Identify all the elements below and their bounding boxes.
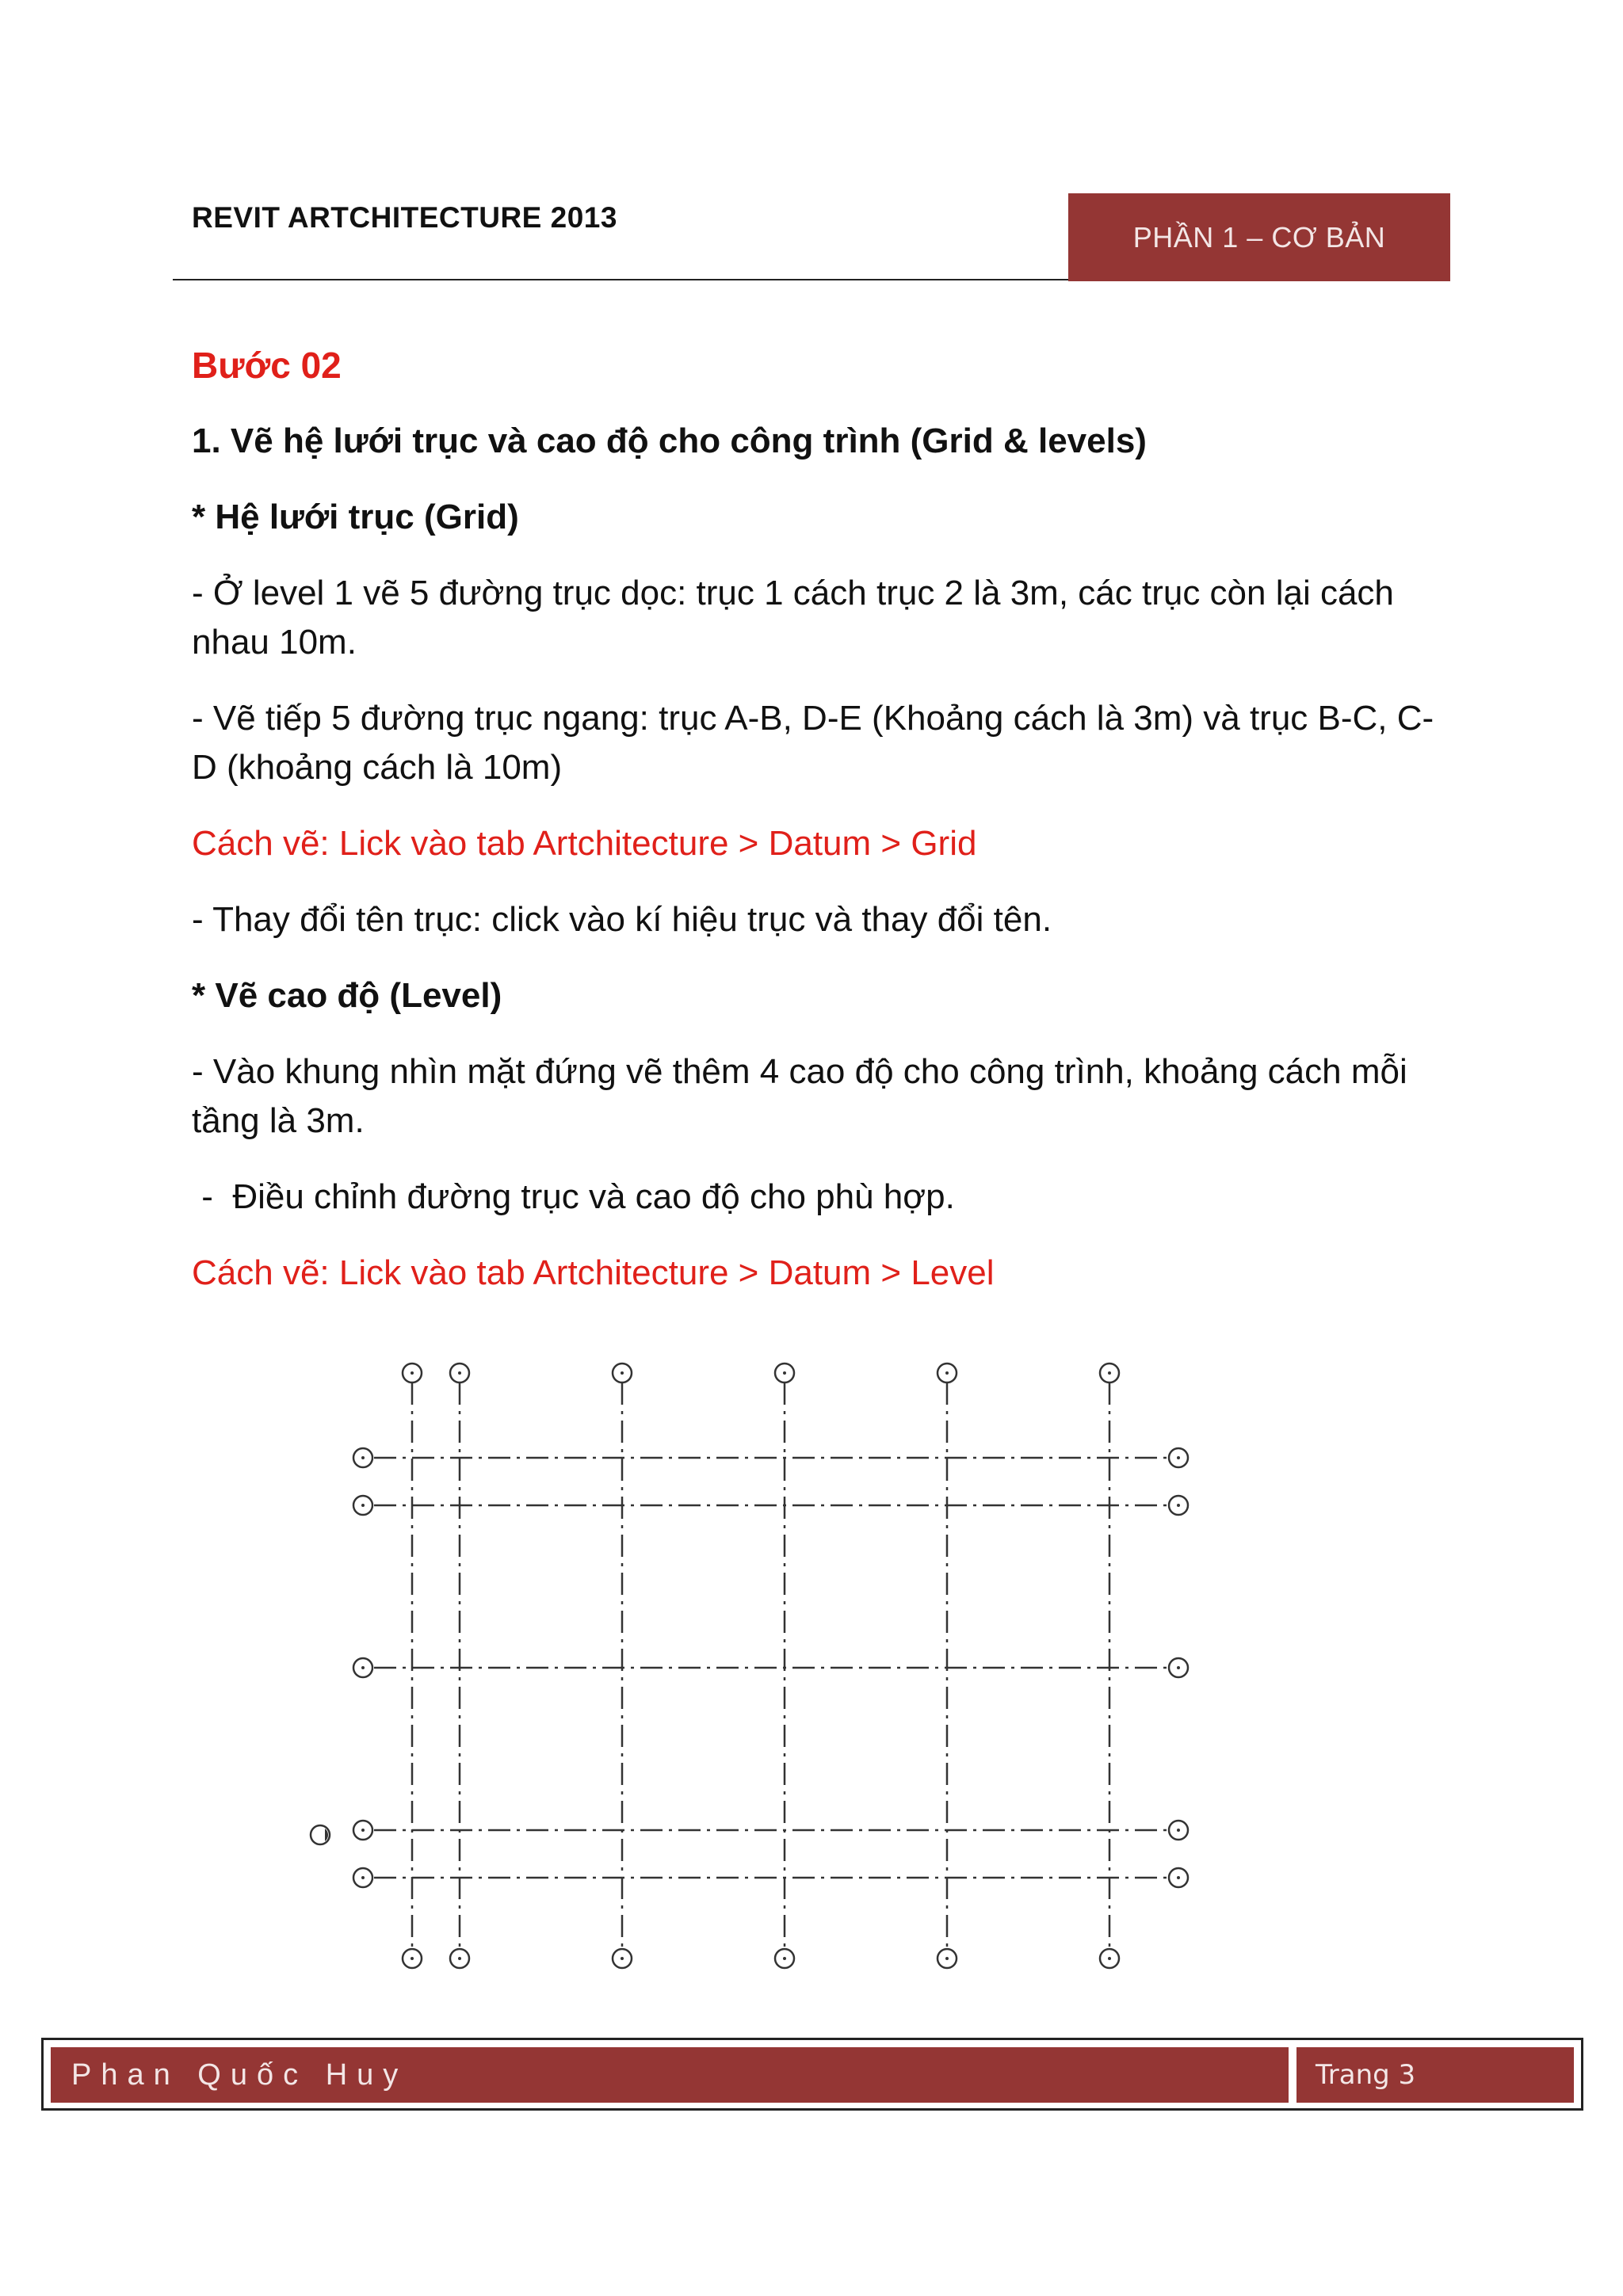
grid-diagram-svg <box>285 1339 1220 1989</box>
step-heading: Bước 02 <box>192 345 342 386</box>
footer-page-number: Trang 3 <box>1296 2047 1574 2103</box>
footer-author: Phan Quốc Huy <box>51 2047 1289 2103</box>
header-rule <box>173 279 1068 280</box>
grid-paragraph-3: - Thay đổi tên trục: click vào kí hiệu trục và thay đổi tên. <box>192 900 1052 939</box>
header-title: REVIT ARTCHITECTURE 2013 <box>192 201 617 234</box>
level-paragraph-1: - Vào khung nhìn mặt đứng vẽ thêm 4 cao độ cho công trình, khoảng cách mỗi tầng là 3m. <box>192 1052 1407 1140</box>
level-heading: * Vẽ cao độ (Level) <box>192 976 502 1015</box>
level-howto: Cách vẽ: Lick vào tab Artchitecture > Datum > Level <box>192 1253 995 1292</box>
grid-paragraph-2: - Vẽ tiếp 5 đường trục ngang: trục A-B, D-E (Khoảng cách là 3m) và trục B-C, C-D (khoảng cách là 10m) <box>192 699 1434 787</box>
section-title: 1. Vẽ hệ lưới trục và cao độ cho công trình (Grid & levels) <box>192 421 1147 460</box>
section-badge: PHẦN 1 – CƠ BẢN <box>1068 193 1450 281</box>
grid-diagram <box>285 1339 1220 1989</box>
level-paragraph-2: - Điều chỉnh đường trục và cao độ cho phù hợp. <box>192 1177 955 1216</box>
grid-paragraph-1: - Ở level 1 vẽ 5 đường trục dọc: trục 1 cách trục 2 là 3m, các trục còn lại cách nhau 10m. <box>192 574 1394 662</box>
grid-heading: * Hệ lưới trục (Grid) <box>192 498 519 536</box>
grid-howto: Cách vẽ: Lick vào tab Artchitecture > Datum > Grid <box>192 824 977 863</box>
